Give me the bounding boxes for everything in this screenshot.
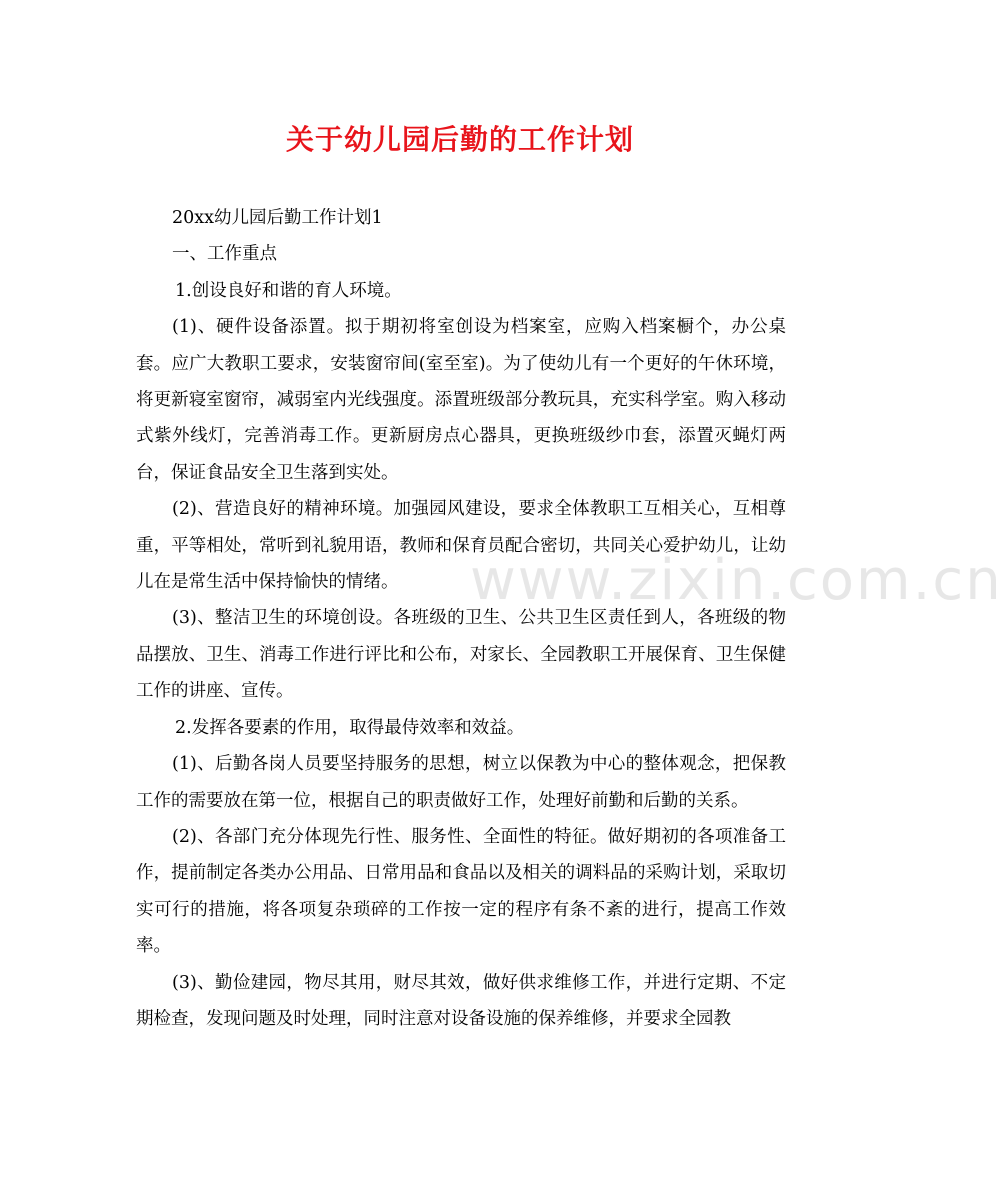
document-body xyxy=(136,200,786,1037)
section-heading: 一、工作重点 xyxy=(172,244,277,265)
document-title: 关于幼儿园后勤的工作计划 xyxy=(285,123,634,156)
paragraph: (2)、各部门充分体现先行性、服务性、全面性的特征。做好期初的各项准备工作，提前制定各类办公用品、日常用品和食品以及相关的调料品的采购计划，采取切实可行的措施，将各项复杂琐碎的工作按一定的程序有条不紊的进行，提高工作效率。 xyxy=(136,826,786,957)
paragraph: (1)、硬件设备添置。拟于期初将室创设为档案室，应购入档案橱个，办公桌套。应广大教职工要求，安装窗帘间(室至室)。为了使幼儿有一个更好的午休环境，将更新寝室窗帘，减弱室内光线强度。添置班级部分教玩具，充实科学室。购入移动式紫外线灯，完善消毒工作。更新厨房点心器具，更换班级纱巾套，添置灭蝇灯两台，保证食品安全卫生落到实处。 xyxy=(136,317,786,483)
plan-heading: 20xx幼儿园后勤工作计划1 xyxy=(172,208,383,228)
subsection-heading: 2.发挥各要素的作用，取得最侍效率和效益。 xyxy=(175,717,525,738)
paragraph: (3)、勤俭建园，物尽其用，财尽其效，做好供求维修工作，并进行定期、不定期检查，发现问题及时处理，同时注意对设备设施的保养维修，并要求全园教 xyxy=(136,972,786,1029)
paragraph: (1)、后勤各岗人员要坚持服务的思想，树立以保教为中心的整体观念，把保教工作的需要放在第一位，根据自己的职责做好工作，处理好前勤和后勤的关系。 xyxy=(136,754,786,811)
paragraph: (2)、营造良好的精神环境。加强园风建设，要求全体教职工互相关心，互相尊重，平等相处，常听到礼貌用语，教师和保育员配合密切，共同关心爱护幼儿，让幼儿在是常生活中保持愉快的情绪。 xyxy=(136,499,786,593)
subsection-heading: 1.创设良好和谐的育人环境。 xyxy=(175,280,402,301)
paragraph: (3)、整洁卫生的环境创设。各班级的卫生、公共卫生区责任到人，各班级的物品摆放、卫生、消毒工作进行评比和公布，对家长、全园教职工开展保育、卫生保健工作的讲座、宣传。 xyxy=(136,608,786,702)
watermark: www.zixin.com.cn xyxy=(470,548,1003,613)
